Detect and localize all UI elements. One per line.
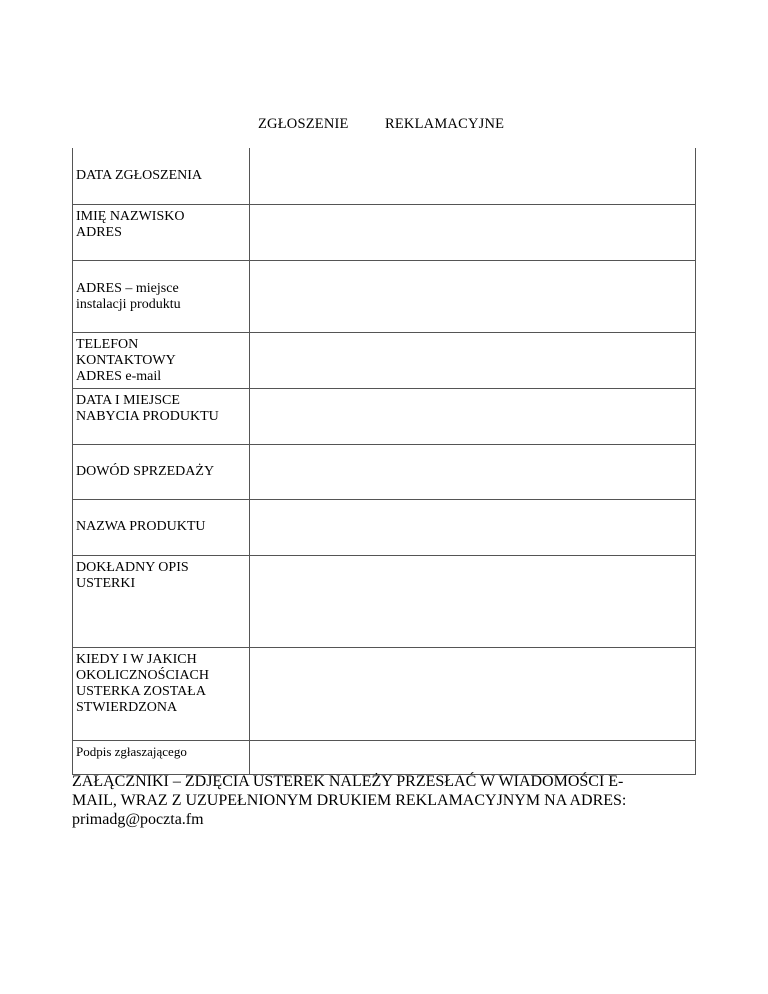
product-name-value-field[interactable]: [250, 499, 696, 555]
label-line: IMIĘ NAZWISKO: [76, 208, 185, 224]
label-line: NABYCIA PRODUKTU: [76, 408, 219, 424]
row-label: [73, 148, 250, 204]
form-row-circumstances: [73, 647, 696, 740]
row-label: [73, 332, 250, 388]
label-line: DATA I MIEJSCE: [76, 392, 180, 408]
label-line: TELEFON: [76, 336, 139, 352]
form-title: [0, 116, 768, 136]
purchase-value-field[interactable]: [250, 388, 696, 444]
label-line: instalacji produktu: [76, 296, 181, 312]
form-row-name-address: [73, 204, 696, 260]
attachments-note: [72, 772, 692, 829]
defect-value-field[interactable]: [250, 555, 696, 647]
label-line: ADRES: [76, 224, 122, 240]
circumstances-value-field[interactable]: [250, 647, 696, 740]
label-line: NAZWA PRODUKTU: [76, 518, 206, 534]
label-line: DOWÓD SPRZEDAŻY: [76, 463, 215, 479]
label-line: Podpis zgłaszającego: [76, 743, 187, 759]
signature-value-field[interactable]: [250, 740, 696, 774]
form-row-contact: [73, 332, 696, 388]
attachments-note-line: ZAŁĄCZNIKI – ZDJĘCIA USTEREK NALEŻY PRZESŁAĆ W WIADOMOŚCI E-: [72, 773, 624, 790]
label-line: STWIERDZONA: [76, 699, 178, 715]
row-label: [73, 647, 250, 740]
form-title-part1: ZGŁOSZENIE: [258, 116, 349, 132]
row-label: [73, 499, 250, 555]
row-label: [73, 740, 250, 774]
proof-value-field[interactable]: [250, 444, 696, 499]
name-address-value-field[interactable]: [250, 204, 696, 260]
form-title-part2: REKLAMACYJNE: [385, 116, 505, 132]
row-label: [73, 555, 250, 647]
label-line: ADRES – miejsce: [76, 280, 179, 296]
label-line: DATA ZGŁOSZENIA: [76, 168, 203, 183]
label-line: KIEDY I W JAKICH: [76, 651, 197, 667]
row-label: [73, 388, 250, 444]
row-label: [73, 204, 250, 260]
attachments-note-line: MAIL, WRAZ Z UZUPEŁNIONYM DRUKIEM REKLAMACYJNYM NA ADRES:: [72, 792, 627, 809]
complaint-form-table: [72, 148, 696, 775]
install-address-value-field[interactable]: [250, 260, 696, 332]
label-line: DOKŁADNY OPIS: [76, 559, 189, 575]
row-label: [73, 444, 250, 499]
label-line: USTERKA ZOSTAŁA: [76, 683, 206, 699]
contact-value-field[interactable]: [250, 332, 696, 388]
form-row-purchase: [73, 388, 696, 444]
date-value-field[interactable]: [250, 148, 696, 204]
form-row-signature: [73, 740, 696, 774]
label-line: USTERKI: [76, 575, 136, 591]
form-row-proof: [73, 444, 696, 499]
form-row-date: [73, 148, 696, 204]
form-row-defect: [73, 555, 696, 647]
form-row-product-name: [73, 499, 696, 555]
contact-email: primadg@poczta.fm: [72, 811, 204, 828]
row-label: [73, 260, 250, 332]
label-line: OKOLICZNOŚCIACH: [76, 667, 209, 683]
label-line: ADRES e-mail: [76, 368, 162, 384]
label-line: KONTAKTOWY: [76, 352, 176, 368]
form-row-install-address: [73, 260, 696, 332]
